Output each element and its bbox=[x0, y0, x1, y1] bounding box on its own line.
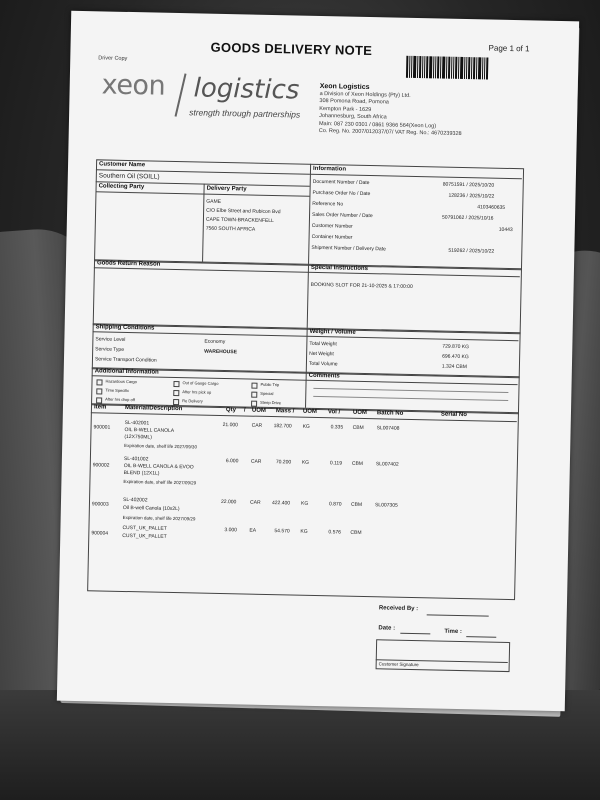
information-header: Information bbox=[312, 165, 347, 173]
row-vol: 0.335 bbox=[330, 424, 344, 431]
row-qty: 22.000 bbox=[220, 499, 237, 506]
option-label: Re Delivery bbox=[182, 398, 203, 404]
goods-return-header: Goods Return Reason bbox=[96, 260, 161, 268]
barcode-bar bbox=[413, 56, 416, 78]
row-expiry: Expiration date, shelf life 2027/09/30 bbox=[124, 442, 198, 450]
logo-tagline: strength through partnerships bbox=[189, 107, 301, 120]
option-label: After hrs pick up bbox=[182, 389, 212, 395]
additional-info-header: Additional Information bbox=[94, 368, 159, 376]
address-line: Main: 087 230 0301 / 0861 9366 564(Xeon Log) bbox=[318, 120, 437, 130]
special-instructions-text: BOOKING SLOT FOR 21-10-2025 & 17:00:00 bbox=[310, 281, 413, 290]
row-vol: 0.119 bbox=[329, 460, 343, 467]
address-line: Johannesburg, South Africa bbox=[319, 113, 387, 121]
collecting-party-header: Collecting Party bbox=[98, 183, 145, 191]
delivery-line: 7560 SOUTH AFRICA bbox=[205, 225, 256, 233]
row-desc: OIL B-WELL CANOLA & EVOO bbox=[123, 462, 194, 471]
row-item: 900001 bbox=[93, 424, 111, 431]
shipping-value: WAREHOUSE bbox=[204, 348, 238, 356]
shipping-conditions-header: Shipping Conditions bbox=[95, 324, 155, 332]
weight-label: Total Weight bbox=[309, 340, 337, 348]
row-desc: OIL B-WELL CANOLA bbox=[124, 426, 175, 435]
info-label: Sales Order Number / Date bbox=[311, 211, 373, 220]
address-line: a Division of Xeon Holdings (Pty) Ltd. bbox=[319, 90, 411, 99]
col-mass-uom: UOM bbox=[302, 408, 317, 415]
row-mass-uom: KG bbox=[300, 500, 309, 507]
row-code: SL-402002 bbox=[122, 496, 148, 504]
logo-divider bbox=[175, 73, 187, 116]
document-title: GOODS DELIVERY NOTE bbox=[210, 39, 373, 59]
barcode-bar bbox=[478, 57, 481, 79]
col-description: Material/Description bbox=[124, 404, 183, 413]
info-value: 519262 / 2025/10/22 bbox=[448, 247, 495, 255]
time-line[interactable] bbox=[466, 636, 496, 638]
date-line[interactable] bbox=[400, 633, 430, 635]
company-name: Xeon Logistics bbox=[319, 82, 370, 92]
row-uom: CAR bbox=[249, 499, 261, 506]
row-vol-uom: CBM bbox=[350, 501, 363, 508]
delivery-note-page bbox=[57, 11, 579, 711]
col-item: Item bbox=[93, 404, 107, 411]
row-mass: 70.200 bbox=[275, 459, 292, 466]
date-label: Date : bbox=[378, 625, 396, 632]
weight-label: Total Volume bbox=[308, 360, 338, 368]
row-mass-uom: KG bbox=[300, 528, 308, 535]
col-slash: / bbox=[243, 407, 246, 414]
option-label: Public Trip bbox=[260, 381, 280, 388]
info-label: Container Number bbox=[311, 233, 353, 241]
row-item: 900004 bbox=[91, 530, 109, 537]
received-by-label: Received By : bbox=[378, 605, 419, 613]
info-value: 50791062 / 2025/10/16 bbox=[441, 214, 494, 222]
delivery-line: C/O Elbe Street and Rubicon Bvd bbox=[206, 207, 281, 216]
copy-type: Driver Copy bbox=[98, 55, 128, 62]
row-expiry: Expiration date, shelf life 2027/09/29 bbox=[122, 514, 196, 522]
info-value: 128236 / 2025/10/22 bbox=[448, 192, 495, 200]
address-line: Co. Reg. No. 2007/012037/07/ VAT Reg. No.: 4670239328 bbox=[318, 127, 462, 137]
col-mass: Mass / bbox=[275, 408, 295, 415]
comments-header: Comments bbox=[308, 372, 340, 380]
row-mass: 54.570 bbox=[274, 528, 290, 535]
signature-label: Customer Signature bbox=[378, 661, 419, 668]
option-label: Special bbox=[260, 390, 274, 397]
option-label: Out of Gauge Cargo bbox=[182, 380, 219, 386]
page-number: Page 1 of 1 bbox=[488, 43, 530, 54]
barcode-bar bbox=[486, 57, 488, 79]
barcode bbox=[406, 56, 490, 80]
option-label: Hazardous Cargo bbox=[105, 378, 137, 385]
row-expiry: Expiration date, shelf life 2027/09/29 bbox=[123, 478, 197, 486]
special-instructions-header: Special Instructions bbox=[310, 264, 369, 273]
info-label: Purchase Order No / Date bbox=[312, 189, 371, 198]
shipping-label: Service Level bbox=[95, 336, 126, 343]
info-label: Document Number / Date bbox=[312, 178, 370, 187]
row-vol: 0.870 bbox=[328, 501, 342, 508]
col-qty: Qty bbox=[225, 407, 237, 414]
info-value: 80751591 / 2025/10/20 bbox=[442, 181, 495, 189]
row-vol-uom: CBM bbox=[350, 529, 362, 536]
row-mass-uom: KG bbox=[302, 423, 310, 430]
row-mass: 182.700 bbox=[273, 423, 292, 430]
weight-volume-header: Weight / Volume bbox=[309, 328, 356, 336]
row-desc: (12X750ML) bbox=[124, 433, 152, 441]
row-desc: Oil B-well Canola (10x2L) bbox=[122, 504, 180, 513]
row-uom: EA bbox=[249, 527, 257, 534]
row-batch: SL007305 bbox=[374, 502, 398, 509]
company-logo bbox=[101, 69, 322, 134]
delivery-line: CAPE TOWN-BRACKENFELL bbox=[205, 216, 274, 225]
address-line: Kempton Park - 1629 bbox=[319, 105, 372, 113]
row-desc: CUST_UK_PALLET bbox=[122, 532, 167, 540]
col-serial: Serial No bbox=[440, 411, 467, 419]
row-qty: 6.000 bbox=[225, 458, 239, 465]
weight-label: Net Weight bbox=[309, 350, 334, 358]
time-label: Time : bbox=[444, 628, 462, 636]
weight-value: 1.324 CBM bbox=[441, 363, 467, 371]
weight-value: 729.870 KG bbox=[442, 343, 470, 351]
option-label: Steep Drive bbox=[260, 399, 282, 406]
customer-name: Southern Oil (SOILL) bbox=[98, 172, 160, 181]
shipping-label: Service Type bbox=[95, 346, 125, 353]
company-address bbox=[319, 82, 560, 140]
customer-name-header: Customer Name bbox=[99, 161, 146, 169]
received-by-line[interactable] bbox=[427, 614, 489, 616]
info-label: Shipment Number / Delivery Date bbox=[311, 244, 386, 253]
public-trip-checkbox[interactable] bbox=[251, 383, 257, 389]
barcode-bar bbox=[460, 57, 463, 79]
after-hrs-pickup-checkbox[interactable] bbox=[173, 390, 179, 396]
row-batch: SL007402 bbox=[375, 461, 399, 468]
col-uom: UOM bbox=[251, 407, 267, 414]
row-vol-uom: CBM bbox=[352, 424, 364, 431]
barcode-bar bbox=[429, 56, 432, 78]
info-label: Customer Number bbox=[311, 222, 353, 230]
special-checkbox[interactable] bbox=[251, 392, 257, 398]
row-code: SL-401002 bbox=[123, 455, 149, 463]
row-code: CUST_UK_PALLET bbox=[122, 524, 167, 532]
row-mass: 422.400 bbox=[271, 500, 291, 507]
info-value: 4103460635 bbox=[477, 204, 506, 211]
weight-value: 696.470 KG bbox=[442, 353, 469, 361]
col-vol: Vol / bbox=[327, 409, 341, 416]
barcode-bar bbox=[442, 57, 445, 79]
row-vol-uom: CBM bbox=[351, 460, 364, 467]
shipping-value: Economy bbox=[204, 338, 226, 346]
row-qty: 21.000 bbox=[222, 422, 238, 429]
row-qty: 3.000 bbox=[224, 527, 238, 534]
row-item: 900003 bbox=[91, 501, 109, 508]
info-value: 10443 bbox=[498, 226, 513, 234]
hazardous-cargo-checkbox[interactable] bbox=[96, 379, 102, 385]
row-desc: BLEND (12X1L) bbox=[123, 469, 160, 477]
logo-brand-right: logistics bbox=[193, 73, 300, 106]
out-of-gauge-checkbox[interactable] bbox=[173, 381, 179, 387]
delivery-party-header: Delivery Party bbox=[206, 185, 247, 193]
option-label: After hrs drop off bbox=[105, 396, 135, 403]
col-batch: Batch No bbox=[376, 410, 404, 417]
row-uom: CAR bbox=[250, 458, 262, 465]
row-batch: SL007408 bbox=[376, 425, 400, 432]
shipping-label: Service Transport Condition bbox=[94, 356, 157, 364]
row-code: SL-402001 bbox=[124, 419, 150, 427]
address-line: 308 Pomona Road, Pomona bbox=[319, 98, 389, 106]
logo-brand-left: xeon bbox=[101, 69, 166, 102]
signature-box[interactable] bbox=[376, 639, 511, 672]
info-label: Reference No bbox=[312, 200, 344, 208]
col-vol-uom: UOM bbox=[352, 409, 367, 417]
row-mass-uom: KG bbox=[301, 459, 310, 466]
time-specific-checkbox[interactable] bbox=[96, 388, 102, 394]
delivery-line: GAME bbox=[206, 198, 222, 205]
row-vol: 0.576 bbox=[328, 529, 341, 536]
option-label: Time Specific bbox=[105, 387, 130, 394]
row-uom: CAR bbox=[251, 422, 263, 429]
row-item: 900002 bbox=[92, 462, 110, 469]
